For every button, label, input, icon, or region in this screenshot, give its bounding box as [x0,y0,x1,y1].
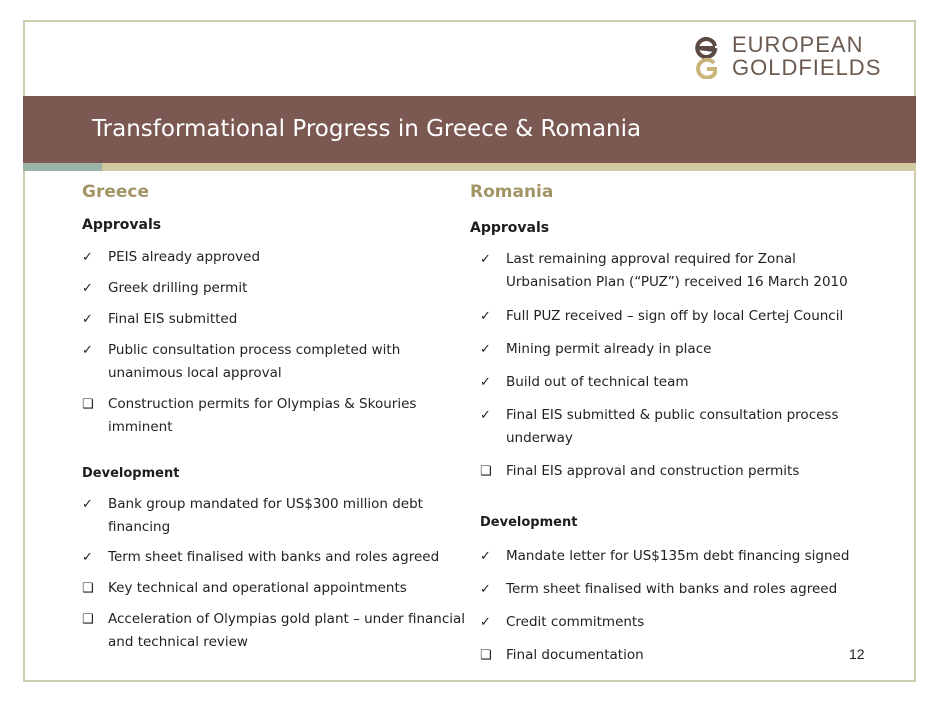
checkbox-icon: ❑ [82,581,94,596]
item-text: Greek drilling permit [108,280,248,296]
check-icon: ✓ [480,375,491,390]
item-text-continued: Urbanisation Plan (“PUZ”) received 16 March 2010 [506,274,848,290]
page-number: 12 [849,646,865,662]
logo-mark-icon [694,33,718,79]
accent-bar-teal [23,163,102,171]
greece-development-heading: Development [82,466,180,481]
check-icon: ✓ [480,252,491,267]
check-icon: ✓ [480,309,491,324]
item-text-continued: underway [506,430,573,446]
item-text-continued: unanimous local approval [108,365,282,381]
item-text: Mandate letter for US$135m debt financing signed [506,548,850,564]
logo-line-1: EUROPEAN [732,32,864,57]
item-text: Credit commitments [506,614,645,630]
item-text-continued: and technical review [108,634,248,650]
check-icon: ✓ [82,250,93,265]
item-text: Term sheet finalised with banks and roles agreed [108,549,440,565]
item-text: Construction permits for Olympias & Skouries [108,396,417,412]
item-text: Term sheet finalised with banks and roles agreed [506,581,838,597]
check-icon: ✓ [82,343,93,358]
item-text-continued: imminent [108,419,173,435]
logo-line-2: GOLDFIELDS [732,55,882,80]
check-icon: ✓ [480,342,491,357]
item-text: Final EIS submitted & public consultation process [506,407,839,423]
item-text: Public consultation process completed with [108,342,401,358]
greece-approvals-heading: Approvals [82,217,162,233]
greece-heading: Greece [82,182,150,202]
item-text: Final EIS submitted [108,311,238,327]
romania-heading: Romania [470,182,554,202]
logo-wordmark [732,33,881,79]
check-icon: ✓ [82,281,93,296]
check-icon: ✓ [82,550,93,565]
item-text: Final EIS approval and construction permits [506,463,800,479]
checkbox-icon: ❑ [82,612,94,627]
item-text: Bank group mandated for US$300 million debt [108,496,423,512]
slide-title: Transformational Progress in Greece & Romania [92,116,642,142]
check-icon: ✓ [82,312,93,327]
item-text: Acceleration of Olympias gold plant – under financial [108,611,466,627]
item-text: PEIS already approved [108,249,261,265]
accent-bar-gold [102,163,916,171]
romania-development-heading: Development [480,515,578,530]
check-icon: ✓ [82,497,93,512]
checkbox-icon: ❑ [480,464,492,479]
item-text: Full PUZ received – sign off by local Certej Council [506,308,844,324]
item-text: Key technical and operational appointments [108,580,407,596]
check-icon: ✓ [480,408,491,423]
item-text: Final documentation [506,647,644,663]
checkbox-icon: ❑ [82,397,94,412]
check-icon: ✓ [480,615,491,630]
item-text-continued: financing [108,519,171,535]
check-icon: ✓ [480,582,491,597]
item-text: Last remaining approval required for Zonal [506,251,796,267]
checkbox-icon: ❑ [480,648,492,663]
check-icon: ✓ [480,549,491,564]
item-text: Build out of technical team [506,374,689,390]
company-logo [694,33,904,81]
romania-approvals-heading: Approvals [470,220,550,236]
item-text: Mining permit already in place [506,341,712,357]
